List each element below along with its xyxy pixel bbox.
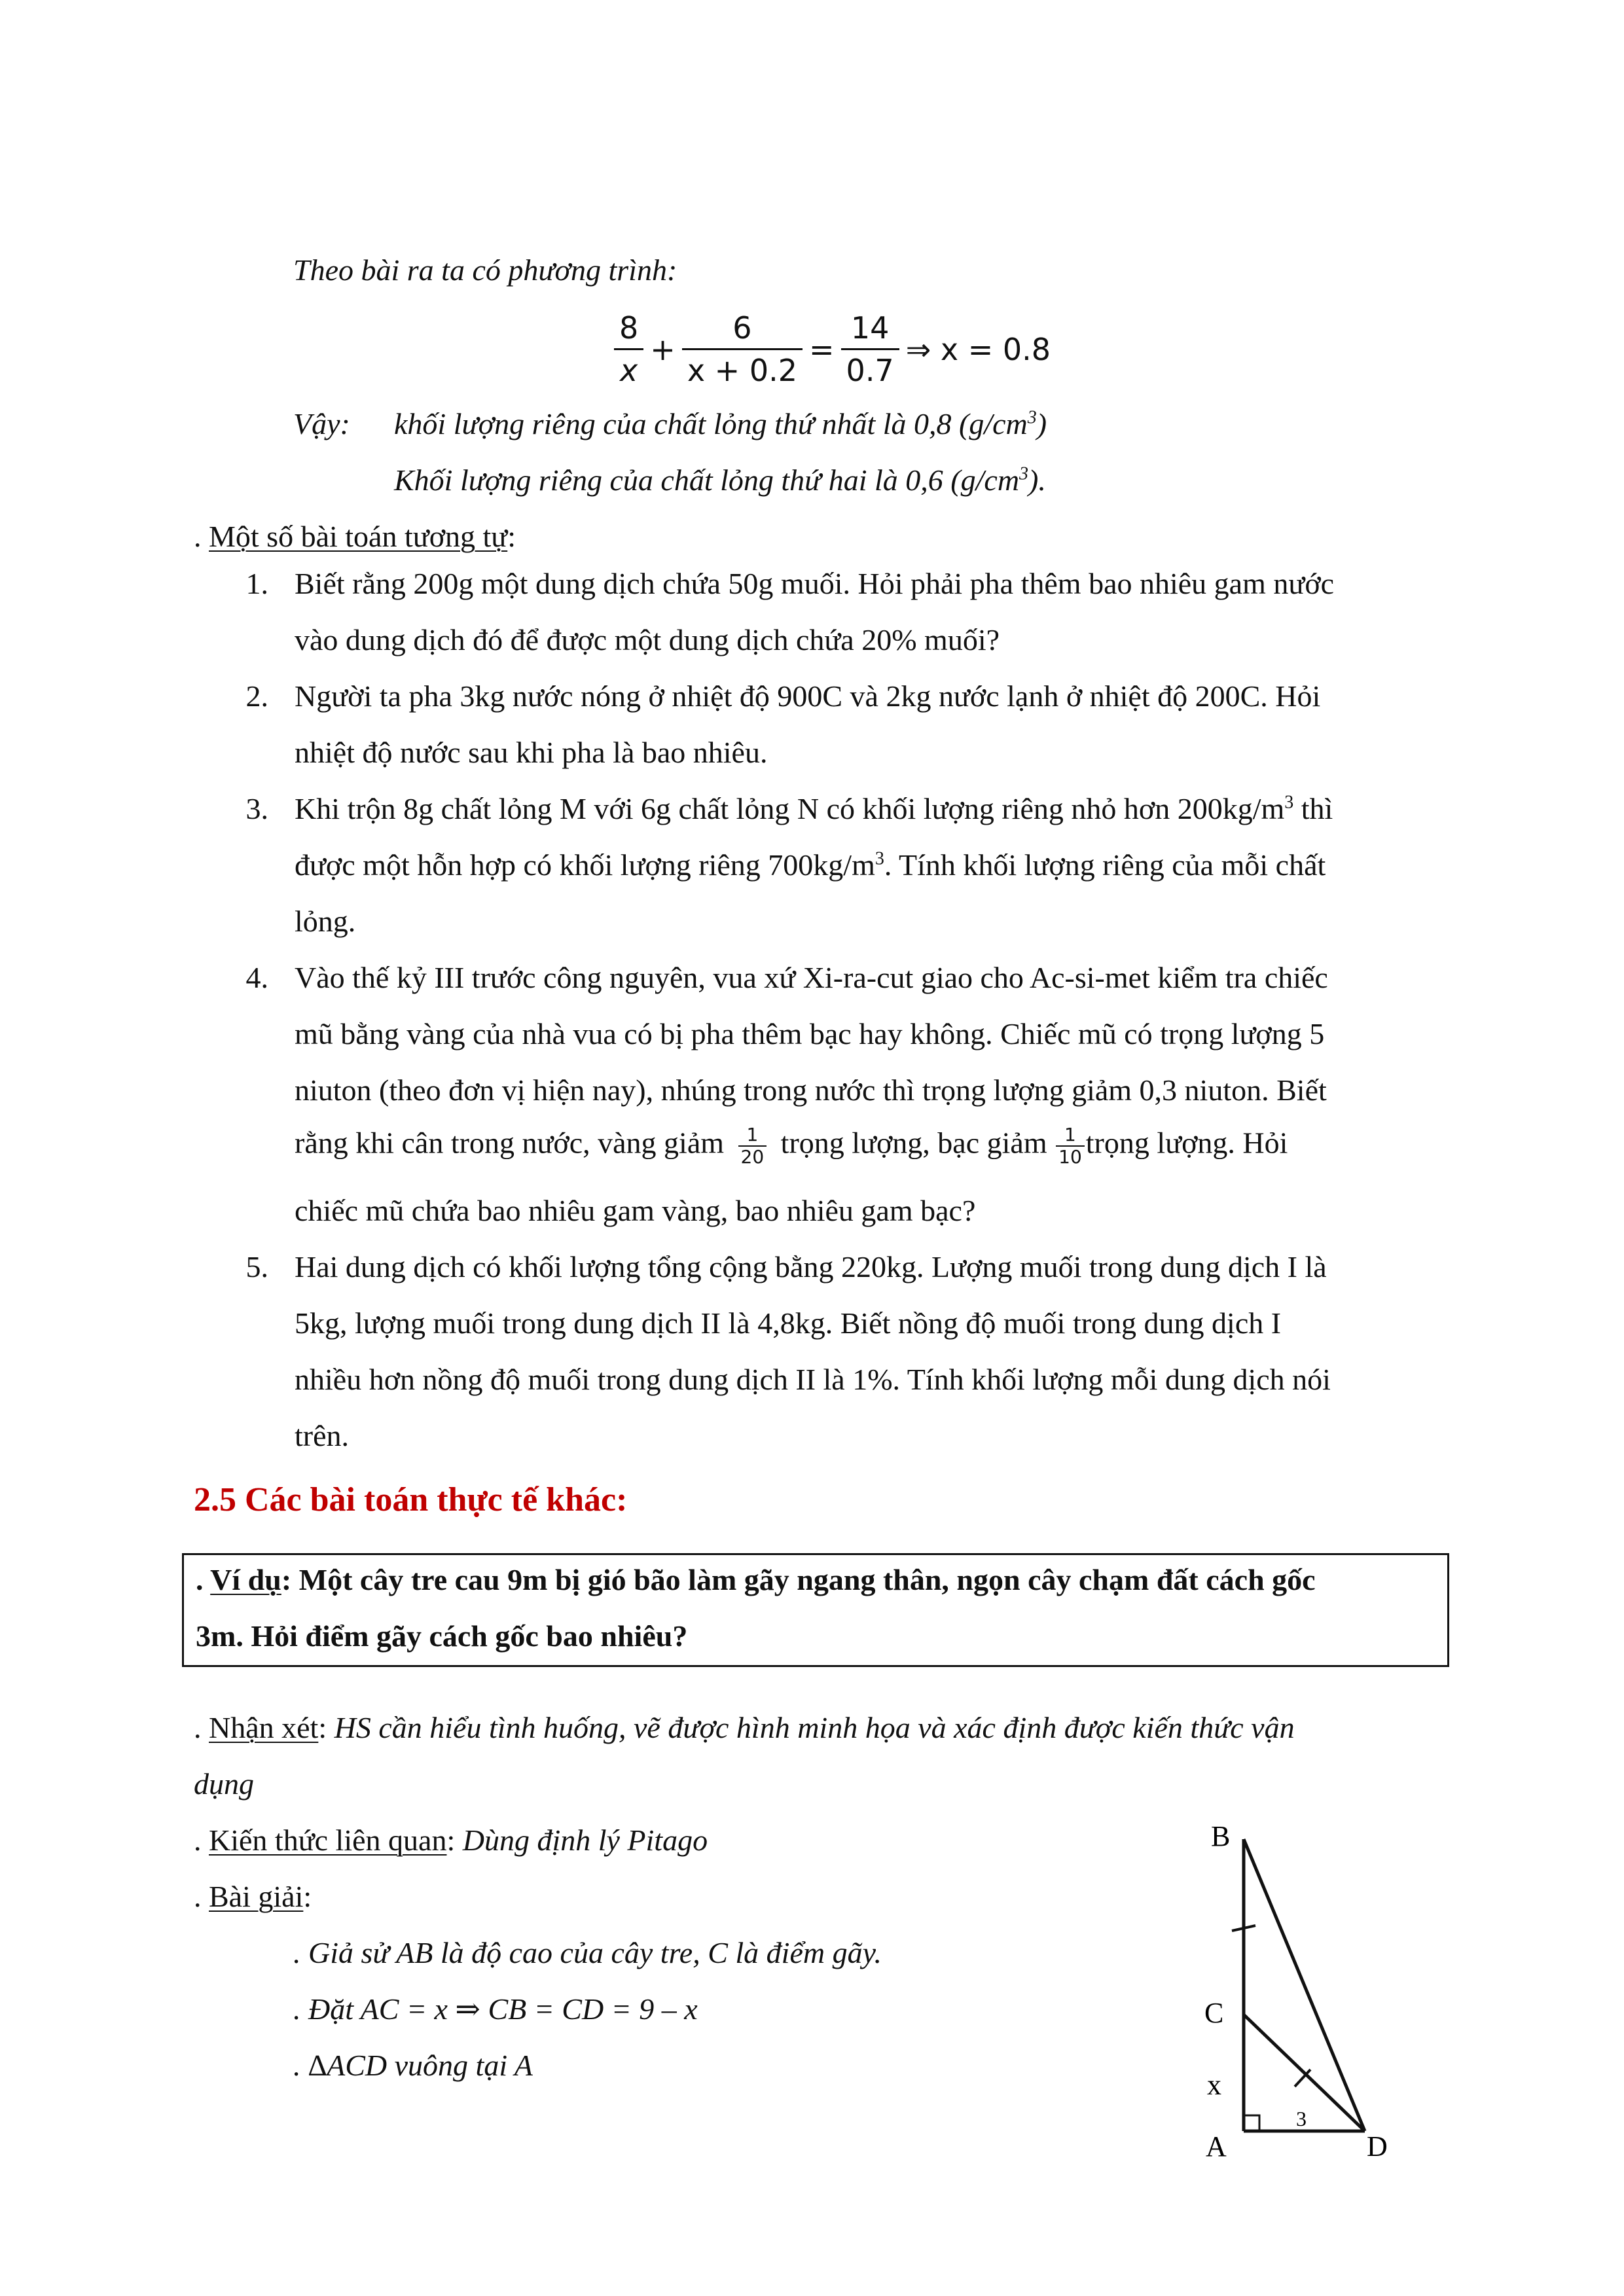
equals-sign: = xyxy=(809,331,835,367)
example-line-1: . Ví dụ: Một cây tre cau 9m bị gió bão làm gãy ngang thân, ngọn cây chạm đất cách gốc xyxy=(196,1563,1316,1596)
example-line-2: 3m. Hỏi điểm gãy cách gốc bao nhiêu? xyxy=(196,1619,688,1653)
conclusion-line-2: Khối lượng riêng của chất lỏng thứ hai là 0,6 $(g/cm^3)$. xyxy=(394,463,1046,497)
remark-line-1: . Nhận xét: HS cần hiểu tình huống, vẽ được hình minh họa và xác định được kiến thức vận xyxy=(194,1711,1295,1744)
solution-step-2: . Đặt AC = x ⇒ CB = CD = 9 – x xyxy=(293,1992,698,2026)
solution-step-1: . Giả sử AB là độ cao của cây tre, C là điểm gãy. xyxy=(293,1936,882,1969)
fraction-8-over-x: $\frac{8}{x}$ xyxy=(614,308,643,391)
solution-label: . Bài giải: xyxy=(194,1880,312,1913)
item-2-line-2: nhiệt độ nước sau khi pha là bao nhiêu. xyxy=(295,736,768,769)
item-4-line-1: Vào thế kỷ III trước công nguyên, vua xứ Xi-ra-cut giao cho Ac-si-met kiểm tra chiếc xyxy=(295,961,1328,994)
item-5-line-2: 5kg, lượng muối trong dung dịch II là 4,8kg. Biết nồng độ muối trong dung dịch I xyxy=(295,1306,1282,1340)
item-3-line-2: được một hỗn hợp có khối lượng riêng $700kg/m^3$. Tính khối lượng riêng của mỗi chất xyxy=(295,848,1326,882)
segment-BD xyxy=(1244,1839,1365,2131)
solution-step-3: . ∆ACD vuông tại A xyxy=(293,2049,533,2082)
item-3-line-1: Khi trộn 8g chất lỏng M với 6g chất lỏng N có khối lượng riêng nhỏ hơn $200kg/m^3$ thì xyxy=(295,792,1333,825)
label-D: D xyxy=(1367,2130,1388,2162)
item-1-line-2: vào dung dịch đó để được một dung dịch chứa 20% muối? xyxy=(295,623,1000,656)
conclusion-line-1: khối lượng riêng của chất lỏng thứ nhất là 0,8 $(g/cm^3)$ xyxy=(394,407,1047,440)
item-4-line-3: niuton (theo đơn vị hiện nay), nhúng trong nước thì trọng lượng giảm 0,3 niuton. Biết xyxy=(295,1073,1327,1107)
knowledge-line: . Kiến thức liên quan: Dùng định lý Pitago xyxy=(194,1823,708,1857)
item-number-1: 1. xyxy=(245,567,268,600)
fraction-1-over-10: $\frac{1}{10}$ xyxy=(1056,1124,1085,1168)
equation-result: ⇒ x = 0.8 xyxy=(905,331,1051,367)
label-3: 3 xyxy=(1296,2107,1307,2130)
label-x: x xyxy=(1207,2069,1221,2101)
item-5-line-1: Hai dung dịch có khối lượng tổng cộng bằng 220kg. Lượng muối trong dung dịch I là xyxy=(295,1250,1327,1283)
item-3-line-3: lỏng. xyxy=(295,905,356,938)
fraction-1-over-20: $\frac{1}{20}$ xyxy=(738,1124,767,1168)
item-5-line-4: trên. xyxy=(295,1419,350,1452)
remark-line-2: dụng xyxy=(194,1767,254,1801)
item-5-line-3: nhiều hơn nồng độ muối trong dung dịch II là 1%. Tính khối lượng mỗi dung dịch nói xyxy=(295,1363,1331,1396)
item-2-line-1: Người ta pha 3kg nước nóng ở nhiệt độ 900C và 2kg nước lạnh ở nhiệt độ 200C. Hỏi xyxy=(295,679,1321,713)
fraction-6-over-x-plus: $\frac{6}{x + 0.2}$ xyxy=(682,308,803,391)
conclusion-label: Vậy: xyxy=(293,407,350,440)
label-A: A xyxy=(1206,2130,1227,2162)
item-4-line-2: mũ bằng vàng của nhà vua có bị pha thêm bạc hay không. Chiếc mũ có trọng lượng 5 xyxy=(295,1017,1325,1050)
equation xyxy=(614,308,1057,391)
label-C: C xyxy=(1204,1997,1224,2029)
label-B: B xyxy=(1211,1820,1231,1852)
section-heading: 2.5 Các bài toán thực tế khác: xyxy=(194,1481,628,1518)
item-4-line-4: rằng khi cân trong nước, vàng giảm $\frac{1}{20}$ trọng lượng, bạc giảm $\frac{1}{10}$ trọng lượng. Hỏi xyxy=(295,1124,1288,1168)
similar-problems-title: . Một số bài toán tương tự: xyxy=(194,520,516,553)
solution-intro: Theo bài ra ta có phương trình: xyxy=(293,253,677,287)
example-box xyxy=(182,1553,1449,1667)
item-1-line-1: Biết rằng 200g một dung dịch chứa 50g muối. Hỏi phải pha thêm bao nhiêu gam nước xyxy=(295,567,1335,600)
item-number-2: 2. xyxy=(245,679,268,713)
triangle-figure xyxy=(1191,1820,1414,2173)
item-number-4: 4. xyxy=(245,961,268,994)
item-4-line-5: chiếc mũ chứa bao nhiêu gam vàng, bao nhiêu gam bạc? xyxy=(295,1194,976,1227)
fraction-14-over-07: $\frac{14}{0.7}$ xyxy=(841,308,899,391)
item-number-5: 5. xyxy=(245,1250,268,1283)
plus-sign: + xyxy=(650,331,676,367)
item-number-3: 3. xyxy=(245,792,268,825)
right-angle-mark xyxy=(1244,2115,1259,2131)
